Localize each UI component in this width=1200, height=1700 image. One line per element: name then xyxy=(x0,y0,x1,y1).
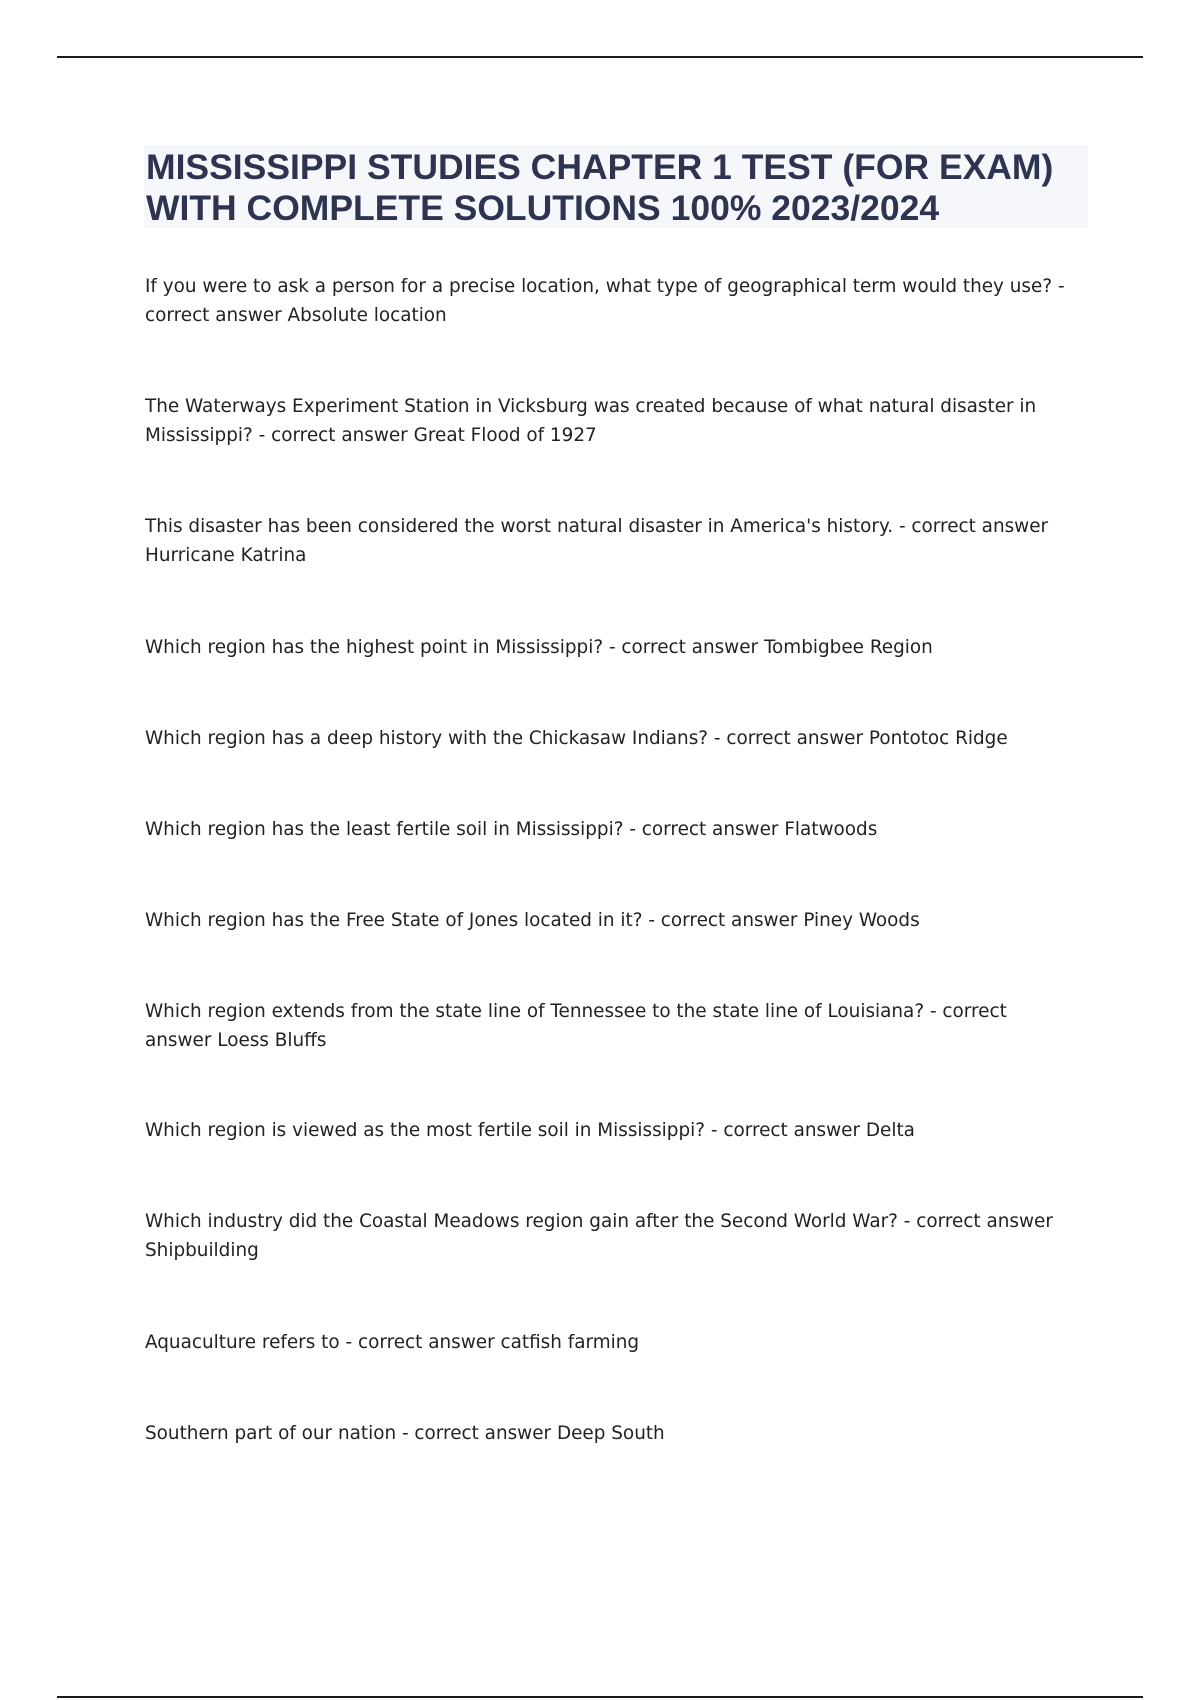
question-text: Which region has the Free State of Jones located in it? xyxy=(145,910,643,931)
answer-text: Hurricane Katrina xyxy=(145,545,307,566)
answer-separator: - correct answer xyxy=(642,910,804,931)
question-text: Which region has the least fertile soil in Mississippi? xyxy=(145,819,624,840)
answer-text: Delta xyxy=(865,1120,915,1141)
question-text: If you were to ask a person for a precise location, what type of geographical term would they use? xyxy=(145,276,1053,297)
bottom-rule xyxy=(57,1696,1143,1698)
question-item xyxy=(145,997,1075,1055)
question-item xyxy=(145,815,877,844)
answer-text: Loess Bluffs xyxy=(217,1030,327,1051)
question-item xyxy=(145,272,1075,330)
question-text: Which industry did the Coastal Meadows region gain after the Second World War? xyxy=(145,1211,898,1232)
question-item xyxy=(145,906,920,935)
question-item xyxy=(145,724,1008,753)
top-rule xyxy=(57,56,1143,58)
question-item xyxy=(145,1328,639,1357)
answer-separator: - correct answer xyxy=(603,637,764,658)
answer-separator: - correct answer xyxy=(339,1332,501,1353)
title-line-1: MISSISSIPPI STUDIES CHAPTER 1 TEST (FOR EXAM) xyxy=(146,147,1054,187)
document-title xyxy=(144,145,1088,228)
question-text: Which region is viewed as the most fertile soil in Mississippi? xyxy=(145,1120,706,1141)
question-item xyxy=(145,512,1075,570)
question-item xyxy=(145,1116,915,1145)
answer-separator: - correct answer xyxy=(145,1001,1007,1051)
question-item xyxy=(145,392,1075,450)
question-item xyxy=(145,1207,1075,1265)
answer-separator: - correct answer xyxy=(893,516,1049,537)
answer-text: Deep South xyxy=(556,1423,665,1444)
answer-separator: - correct answer xyxy=(705,1120,866,1141)
question-text: Aquaculture refers to xyxy=(145,1332,340,1353)
answer-separator: - correct answer xyxy=(396,1423,557,1444)
question-text: Which region has the highest point in Mississippi? xyxy=(145,637,604,658)
answer-text: Flatwoods xyxy=(784,819,878,840)
question-item xyxy=(145,633,933,662)
answer-text: Absolute location xyxy=(287,305,447,326)
question-text: This disaster has been considered the worst natural disaster in America's history. xyxy=(145,516,894,537)
question-text: Southern part of our nation xyxy=(145,1423,397,1444)
answer-text: catfish farming xyxy=(500,1332,640,1353)
answer-text: Pontotoc Ridge xyxy=(868,728,1008,749)
answer-separator: - correct answer xyxy=(145,276,1065,326)
question-text: Which region extends from the state line of Tennessee to the state line of Louisiana? xyxy=(145,1001,925,1022)
answer-text: Piney Woods xyxy=(803,910,920,931)
answer-text: Shipbuilding xyxy=(145,1240,259,1261)
answer-text: Great Flood of 1927 xyxy=(413,425,597,446)
question-text: Which region has a deep history with the Chickasaw Indians? xyxy=(145,728,709,749)
answer-separator: - correct answer xyxy=(897,1211,1053,1232)
answer-separator: - correct answer xyxy=(708,728,869,749)
answer-text: Tombigbee Region xyxy=(763,637,933,658)
answer-separator: - correct answer xyxy=(623,819,785,840)
answer-separator: - correct answer xyxy=(252,425,414,446)
question-text: The Waterways Experiment Station in Vicksburg was created because of what natural disaster in Mississippi? xyxy=(145,396,1037,446)
title-line-2: WITH COMPLETE SOLUTIONS 100% 2023/2024 xyxy=(146,188,940,228)
question-item xyxy=(145,1419,665,1448)
